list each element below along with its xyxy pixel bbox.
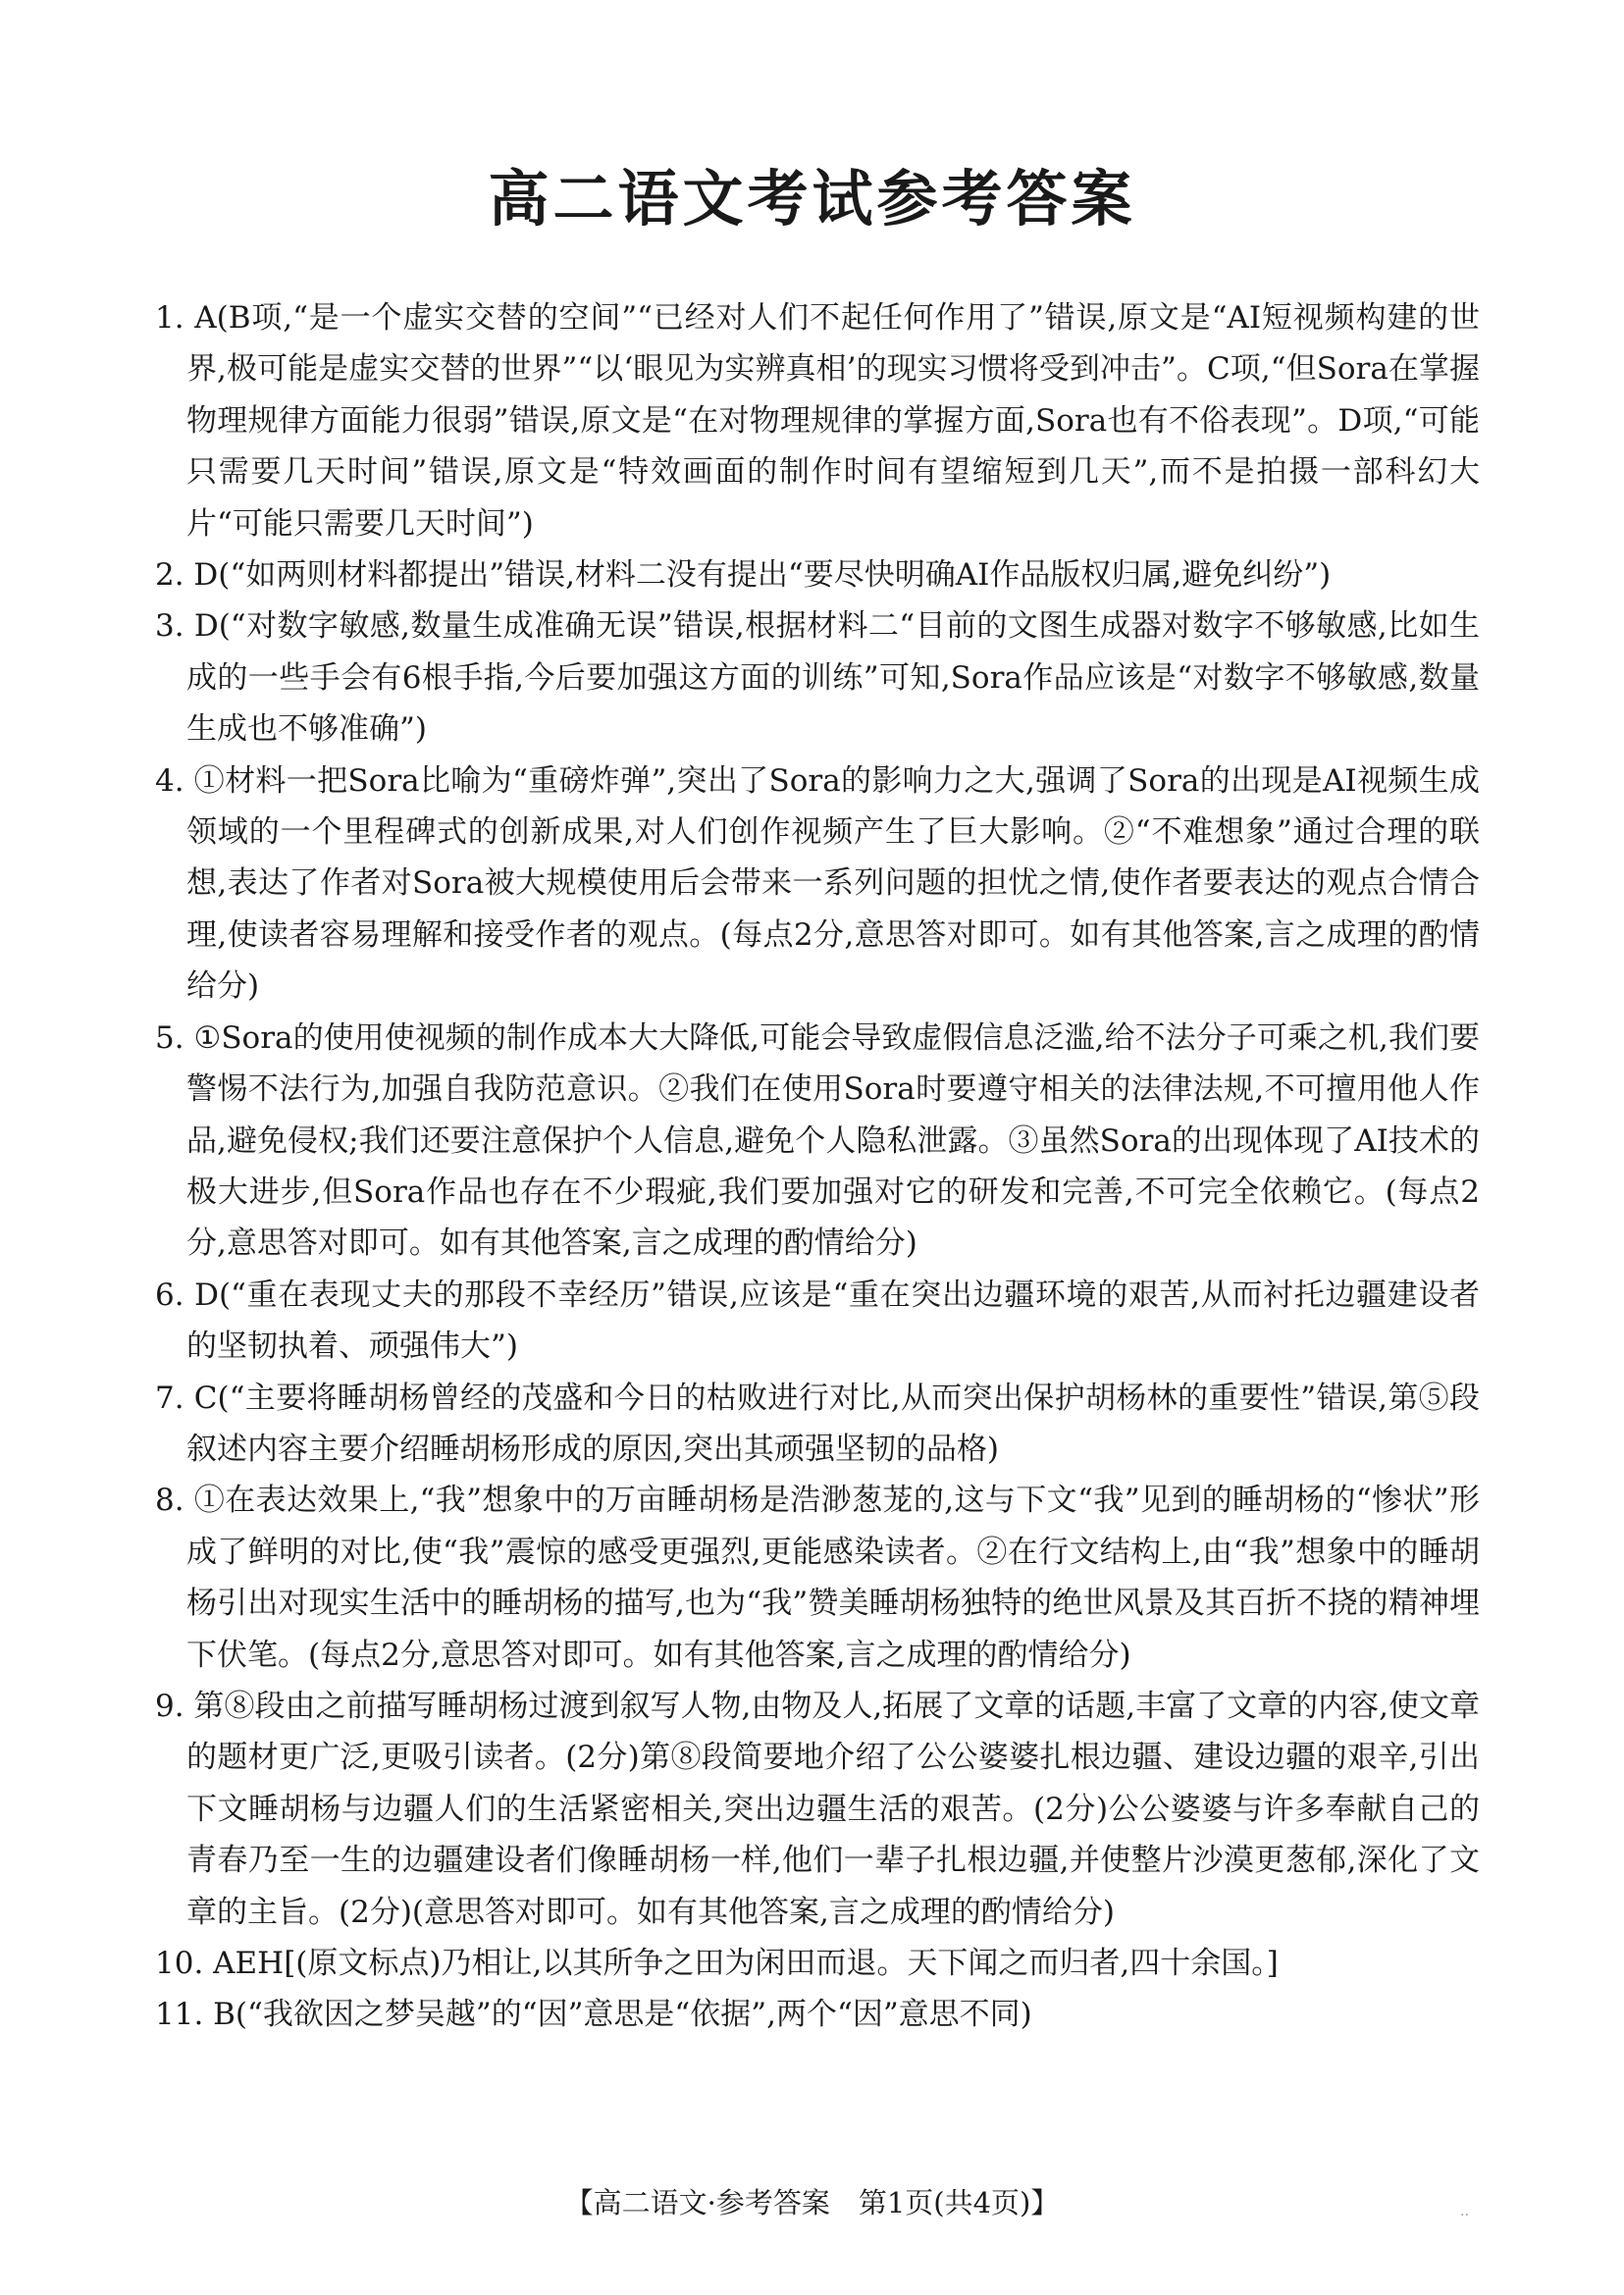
- answer-item-4: 4. ①材料一把Sora比喻为“重磅炸弹”,突出了Sora的影响力之大,强调了Sora的出现是AI视频生成领域的一个里程碑式的创新成果,对人们创作视频产生了巨大影响。②“不难想象”通过合理的联想,表达了作者对Sora被大规模使用后会带来一系列问题的担忧之情,使作者要表达的观点合情合理,使读者容易理解和接受作者的观点。(每点2分,意思答对即可。如有其他答案,言之成理的酌情给分): [155, 762, 1481, 1005]
- page-title: 高二语文考试参考答案: [488, 163, 1136, 235]
- answer-item-1: 1. A(B项,“是一个虚实交替的空间”“已经对人们不起任何作用了”错误,原文是“AI短视频构建的世界,极可能是虚实交替的世界”“以‘眼见为实辨真相’的现实习惯将受到冲击”。C项,“但Sora在掌握物理规律方面能力很弱”错误,原文是“在对物理规律的掌握方面,Sora也有不俗表现”。D项,“可能只需要几天时间”错误,原文是“特效画面的制作时间有望缩短到几天”,而不是拍摄一部科幻大片“可能只需要几天时间”): [155, 300, 1480, 542]
- answer-list: [155, 292, 1480, 2041]
- answer-item-8: 8. ①在表达效果上,“我”想象中的万亩睡胡杨是浩渺葱茏的,这与下文“我”见到的睡胡杨的“惨状”形成了鲜明的对比,使“我”震惊的感受更强烈,更能感染读者。②在行文结构上,由“我”想象中的睡胡杨引出对现实生活中的睡胡杨的描写,也为“我”赞美睡胡杨独特的绝世风景及其百折不挠的精神埋下伏笔。(每点2分,意思答对即可。如有其他答案,言之成理的酌情给分): [155, 1483, 1480, 1673]
- answer-item-10: 10. AEH[(原文标点)乃相让,以其所争之田为闲田而退。天下闻之而归者,四十余国。]: [155, 1946, 1279, 1981]
- answer-item-3: 3. D(“对数字敏感,数量生成准确无误”错误,根据材料二“目前的文图生成器对数字不够敏感,比如生成的一些手会有6根手指,今后要加强这方面的训练”可知,Sora作品应该是“对数字不够敏感,数量生成也不够准确”): [155, 608, 1480, 748]
- answer-item-2: 2. D(“如两则材料都提出”错误,材料二没有提出“要尽快明确AI作品版权归属,避免纠纷”): [155, 557, 1332, 594]
- answer-item-9: 9. 第⑧段由之前描写睡胡杨过渡到叙写人物,由物及人,拓展了文章的话题,丰富了文章的内容,使文章的题材更广泛,更吸引读者。(2分)第⑧段简要地介绍了公公婆婆扎根边疆、建设边疆的艰辛,引出下文睡胡杨与边疆人们的生活紧密相关,突出边疆生活的艰苦。(2分)公公婆婆与许多奉献自己的青春乃至一生的边疆建设者们像睡胡杨一样,他们一辈子扎根边疆,并使整片沙漠更葱郁,深化了文章的主旨。(2分)(意思答对即可。如有其他答案,言之成理的酌情给分): [155, 1688, 1480, 1930]
- answer-item-6: 6. D(“重在表现丈夫的那段不幸经历”错误,应该是“重在突出边疆环境的艰苦,从而衬托边疆建设者的坚韧执着、顽强伟大”): [155, 1277, 1480, 1365]
- page-footer: 【高二语文·参考答案 第1页(共4页)】: [564, 2186, 1060, 2219]
- answer-item-5: 5. ①Sora的使用使视频的制作成本大大降低,可能会导致虚假信息泛滥,给不法分子可乘之机,我们要警惕不法行为,加强自我防范意识。②我们在使用Sora时要遵守相关的法律法规,不可擅用他人作品,避免侵权;我们还要注意保护个人信息,避免个人隐私泄露。③虽然Sora的出现体现了AI技术的极大进步,但Sora作品也存在不少瑕疵,我们要加强对它的研发和完善,不可完全依赖它。(每点2分,意思答对即可。如有其他答案,言之成理的酌情给分): [155, 1019, 1480, 1262]
- footer-mark: ··: [1460, 2208, 1469, 2223]
- answer-item-7: 7. C(“主要将睡胡杨曾经的茂盛和今日的枯败进行对比,从而突出保护胡杨林的重要性”错误,第⑤段叙述内容主要介绍睡胡杨形成的原因,突出其顽强坚韧的品格): [155, 1380, 1480, 1467]
- answer-item-11: 11. B(“我欲因之梦吴越”的“因”意思是“依据”,两个“因”意思不同): [155, 1997, 1032, 2033]
